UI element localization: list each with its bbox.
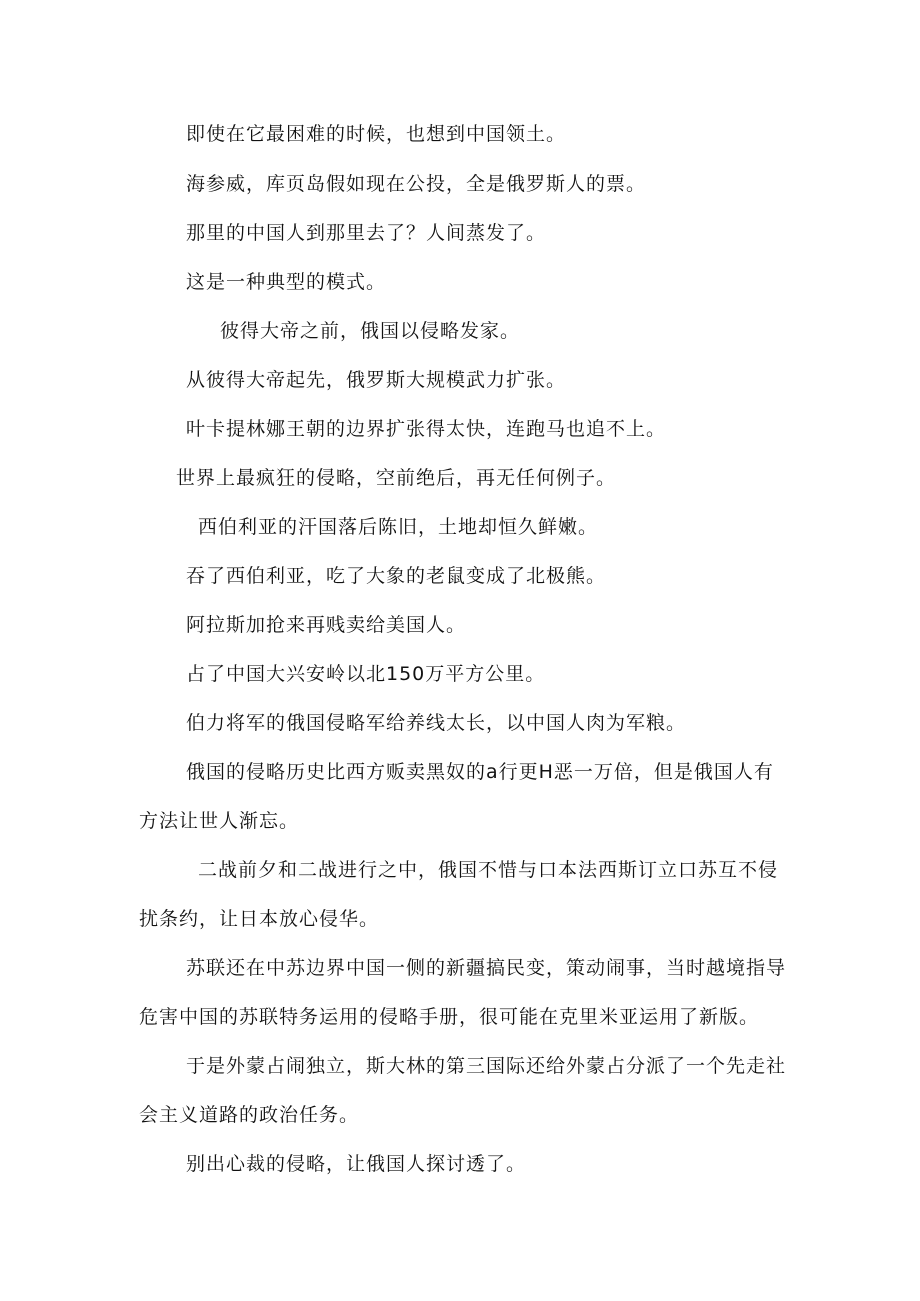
text-line: 叶卡提林娜王朝的边界扩张得太快，连跑马也追不上。 bbox=[186, 418, 667, 440]
text-line: 占了中国大兴安岭以北150万平方公里。 bbox=[186, 663, 546, 685]
text-line: 世界上最疯狂的侵略，空前绝后，再无任何例子。 bbox=[176, 467, 617, 489]
text-line: 即使在它最困难的时候，也想到中国领土。 bbox=[186, 123, 567, 145]
text-line: 彼得大帝之前，俄国以侵略发家。 bbox=[220, 320, 521, 342]
text-line: 从彼得大帝起先，俄罗斯大规模武力扩张。 bbox=[186, 369, 567, 391]
text-line: 这是一种典型的模式。 bbox=[186, 271, 387, 293]
text-line: 会主义道路的政治任务。 bbox=[139, 1104, 360, 1126]
text-line: 俄国的侵略历史比西方贩卖黑奴的a行更H恶一万倍，但是俄国人有 bbox=[186, 761, 774, 783]
text-line: 二战前夕和二战进行之中，俄国不惜与口本法西斯订立口苏互不侵 bbox=[198, 859, 779, 881]
text-line: 海参威，库页岛假如现在公投，全是俄罗斯人的票。 bbox=[186, 173, 647, 195]
text-line: 吞了西伯利亚，吃了大象的老鼠变成了北极熊。 bbox=[186, 565, 607, 587]
text-line: 苏联还在中苏边界中国一侧的新疆搞民变，策动闹事，当时越境指导 bbox=[186, 957, 787, 979]
text-line: 那里的中国人到那里去了？人间蒸发了。 bbox=[186, 222, 547, 244]
text-line: 扰条约，让日本放心侵华。 bbox=[139, 908, 380, 930]
text-line: 方法让世人渐忘。 bbox=[139, 810, 300, 832]
text-line: 于是外蒙占闹独立，斯大林的第三国际还给外蒙占分派了一个先走社 bbox=[186, 1055, 787, 1077]
text-line: 西伯利亚的汗国落后陈旧，土地却恒久鲜嫩。 bbox=[198, 516, 599, 538]
text-line: 危害中国的苏联特务运用的侵略手册，很可能在克里米亚运用了新版。 bbox=[139, 1006, 760, 1028]
text-line: 别出心裁的侵略，让俄国人探讨透了。 bbox=[186, 1153, 527, 1175]
text-line: 阿拉斯加抢来再贱卖给美国人。 bbox=[186, 614, 467, 636]
text-line: 伯力将军的俄国侵略军给养线太长，以中国人肉为军粮。 bbox=[186, 712, 687, 734]
